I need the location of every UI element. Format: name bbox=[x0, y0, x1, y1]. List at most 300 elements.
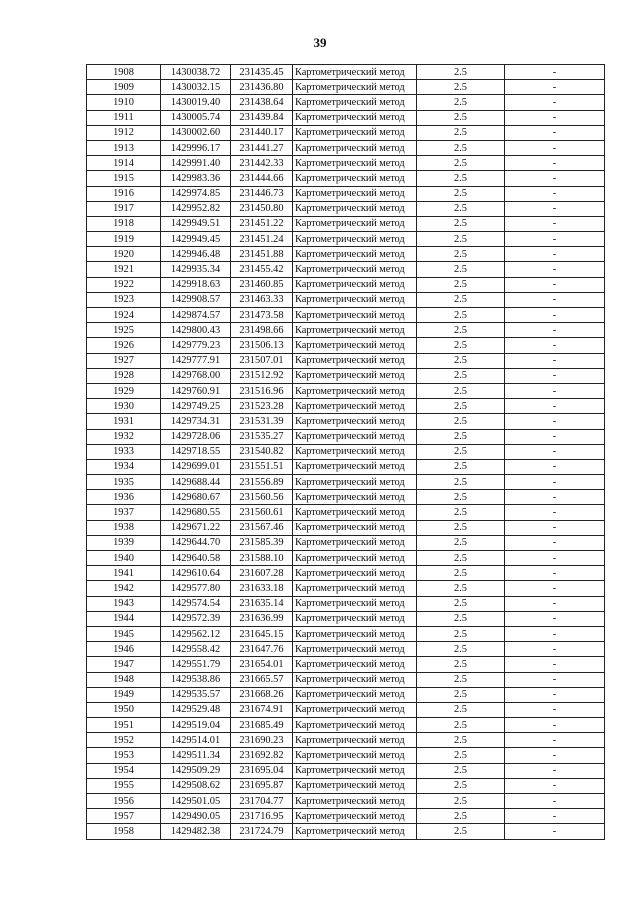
y-coordinate-cell: 231695.87 bbox=[231, 778, 293, 793]
y-coordinate-cell: 231506.13 bbox=[231, 338, 293, 353]
x-coordinate-cell: 1429874.57 bbox=[161, 308, 231, 323]
point-number-cell: 1952 bbox=[87, 733, 161, 748]
note-cell: - bbox=[505, 110, 605, 125]
note-cell: - bbox=[505, 551, 605, 566]
note-cell: - bbox=[505, 794, 605, 809]
accuracy-cell: 2.5 bbox=[417, 399, 505, 414]
note-cell: - bbox=[505, 581, 605, 596]
y-coordinate-cell: 231446.73 bbox=[231, 186, 293, 201]
x-coordinate-cell: 1430002.60 bbox=[161, 125, 231, 140]
method-cell: Картометрический метод bbox=[293, 277, 417, 292]
y-coordinate-cell: 231540.82 bbox=[231, 444, 293, 459]
method-cell: Картометрический метод bbox=[293, 399, 417, 414]
table-row bbox=[87, 308, 605, 323]
method-cell: Картометрический метод bbox=[293, 718, 417, 733]
method-cell: Картометрический метод bbox=[293, 687, 417, 702]
note-cell: - bbox=[505, 475, 605, 490]
point-number-cell: 1916 bbox=[87, 186, 161, 201]
note-cell: - bbox=[505, 65, 605, 80]
x-coordinate-cell: 1429699.01 bbox=[161, 459, 231, 474]
accuracy-cell: 2.5 bbox=[417, 323, 505, 338]
y-coordinate-cell: 231668.26 bbox=[231, 687, 293, 702]
table-row bbox=[87, 778, 605, 793]
note-cell: - bbox=[505, 323, 605, 338]
note-cell: - bbox=[505, 186, 605, 201]
note-cell: - bbox=[505, 535, 605, 550]
method-cell: Картометрический метод bbox=[293, 80, 417, 95]
table-row bbox=[87, 824, 605, 839]
table-row bbox=[87, 140, 605, 155]
table-row bbox=[87, 581, 605, 596]
table-row bbox=[87, 490, 605, 505]
method-cell: Картометрический метод bbox=[293, 110, 417, 125]
point-number-cell: 1939 bbox=[87, 535, 161, 550]
method-cell: Картометрический метод bbox=[293, 490, 417, 505]
x-coordinate-cell: 1429680.67 bbox=[161, 490, 231, 505]
y-coordinate-cell: 231685.49 bbox=[231, 718, 293, 733]
point-number-cell: 1930 bbox=[87, 399, 161, 414]
table-row bbox=[87, 672, 605, 687]
y-coordinate-cell: 231498.66 bbox=[231, 323, 293, 338]
method-cell: Картометрический метод bbox=[293, 308, 417, 323]
x-coordinate-cell: 1429482.38 bbox=[161, 824, 231, 839]
method-cell: Картометрический метод bbox=[293, 809, 417, 824]
x-coordinate-cell: 1429749.25 bbox=[161, 399, 231, 414]
table-row bbox=[87, 794, 605, 809]
table-row bbox=[87, 626, 605, 641]
accuracy-cell: 2.5 bbox=[417, 110, 505, 125]
x-coordinate-cell: 1429551.79 bbox=[161, 657, 231, 672]
note-cell: - bbox=[505, 95, 605, 110]
point-number-cell: 1940 bbox=[87, 551, 161, 566]
point-number-cell: 1948 bbox=[87, 672, 161, 687]
method-cell: Картометрический метод bbox=[293, 323, 417, 338]
method-cell: Картометрический метод bbox=[293, 171, 417, 186]
note-cell: - bbox=[505, 809, 605, 824]
table-row bbox=[87, 702, 605, 717]
table-row bbox=[87, 763, 605, 778]
table-row bbox=[87, 429, 605, 444]
point-number-cell: 1923 bbox=[87, 292, 161, 307]
accuracy-cell: 2.5 bbox=[417, 733, 505, 748]
y-coordinate-cell: 231444.66 bbox=[231, 171, 293, 186]
x-coordinate-cell: 1429511.34 bbox=[161, 748, 231, 763]
y-coordinate-cell: 231531.39 bbox=[231, 414, 293, 429]
x-coordinate-cell: 1429734.31 bbox=[161, 414, 231, 429]
table-row bbox=[87, 262, 605, 277]
table-row bbox=[87, 657, 605, 672]
table-row bbox=[87, 247, 605, 262]
note-cell: - bbox=[505, 444, 605, 459]
accuracy-cell: 2.5 bbox=[417, 216, 505, 231]
table-row bbox=[87, 125, 605, 140]
accuracy-cell: 2.5 bbox=[417, 171, 505, 186]
y-coordinate-cell: 231647.76 bbox=[231, 642, 293, 657]
x-coordinate-cell: 1430005.74 bbox=[161, 110, 231, 125]
table-row bbox=[87, 733, 605, 748]
x-coordinate-cell: 1429508.62 bbox=[161, 778, 231, 793]
table-row bbox=[87, 505, 605, 520]
accuracy-cell: 2.5 bbox=[417, 232, 505, 247]
x-coordinate-cell: 1429574.54 bbox=[161, 596, 231, 611]
note-cell: - bbox=[505, 566, 605, 581]
accuracy-cell: 2.5 bbox=[417, 444, 505, 459]
method-cell: Картометрический метод bbox=[293, 414, 417, 429]
accuracy-cell: 2.5 bbox=[417, 551, 505, 566]
y-coordinate-cell: 231473.58 bbox=[231, 308, 293, 323]
table-row bbox=[87, 232, 605, 247]
point-number-cell: 1910 bbox=[87, 95, 161, 110]
x-coordinate-cell: 1429558.42 bbox=[161, 642, 231, 657]
method-cell: Картометрический метод bbox=[293, 535, 417, 550]
method-cell: Картометрический метод bbox=[293, 763, 417, 778]
x-coordinate-cell: 1429688.44 bbox=[161, 475, 231, 490]
note-cell: - bbox=[505, 733, 605, 748]
method-cell: Картометрический метод bbox=[293, 368, 417, 383]
point-number-cell: 1943 bbox=[87, 596, 161, 611]
accuracy-cell: 2.5 bbox=[417, 353, 505, 368]
method-cell: Картометрический метод bbox=[293, 247, 417, 262]
table-row bbox=[87, 551, 605, 566]
point-number-cell: 1911 bbox=[87, 110, 161, 125]
y-coordinate-cell: 231724.79 bbox=[231, 824, 293, 839]
y-coordinate-cell: 231633.18 bbox=[231, 581, 293, 596]
y-coordinate-cell: 231535.27 bbox=[231, 429, 293, 444]
accuracy-cell: 2.5 bbox=[417, 156, 505, 171]
note-cell: - bbox=[505, 171, 605, 186]
y-coordinate-cell: 231556.89 bbox=[231, 475, 293, 490]
method-cell: Картометрический метод bbox=[293, 232, 417, 247]
table-row bbox=[87, 110, 605, 125]
note-cell: - bbox=[505, 429, 605, 444]
table-row bbox=[87, 216, 605, 231]
point-number-cell: 1915 bbox=[87, 171, 161, 186]
accuracy-cell: 2.5 bbox=[417, 535, 505, 550]
accuracy-cell: 2.5 bbox=[417, 809, 505, 824]
method-cell: Картометрический метод bbox=[293, 733, 417, 748]
accuracy-cell: 2.5 bbox=[417, 718, 505, 733]
x-coordinate-cell: 1429640.58 bbox=[161, 551, 231, 566]
accuracy-cell: 2.5 bbox=[417, 140, 505, 155]
x-coordinate-cell: 1429768.00 bbox=[161, 368, 231, 383]
note-cell: - bbox=[505, 459, 605, 474]
x-coordinate-cell: 1429501.05 bbox=[161, 794, 231, 809]
note-cell: - bbox=[505, 490, 605, 505]
x-coordinate-cell: 1430038.72 bbox=[161, 65, 231, 80]
table-row bbox=[87, 459, 605, 474]
note-cell: - bbox=[505, 247, 605, 262]
accuracy-cell: 2.5 bbox=[417, 338, 505, 353]
point-number-cell: 1929 bbox=[87, 383, 161, 398]
y-coordinate-cell: 231507.01 bbox=[231, 353, 293, 368]
method-cell: Картометрический метод bbox=[293, 475, 417, 490]
accuracy-cell: 2.5 bbox=[417, 626, 505, 641]
table-row bbox=[87, 338, 605, 353]
y-coordinate-cell: 231585.39 bbox=[231, 535, 293, 550]
accuracy-cell: 2.5 bbox=[417, 778, 505, 793]
y-coordinate-cell: 231463.33 bbox=[231, 292, 293, 307]
table-row bbox=[87, 718, 605, 733]
x-coordinate-cell: 1429728.06 bbox=[161, 429, 231, 444]
y-coordinate-cell: 231674.91 bbox=[231, 702, 293, 717]
method-cell: Картометрический метод bbox=[293, 778, 417, 793]
x-coordinate-cell: 1429991.40 bbox=[161, 156, 231, 171]
y-coordinate-cell: 231436.80 bbox=[231, 80, 293, 95]
x-coordinate-cell: 1429983.36 bbox=[161, 171, 231, 186]
note-cell: - bbox=[505, 216, 605, 231]
point-number-cell: 1946 bbox=[87, 642, 161, 657]
method-cell: Картометрический метод bbox=[293, 186, 417, 201]
y-coordinate-cell: 231607.28 bbox=[231, 566, 293, 581]
note-cell: - bbox=[505, 353, 605, 368]
accuracy-cell: 2.5 bbox=[417, 201, 505, 216]
x-coordinate-cell: 1429908.57 bbox=[161, 292, 231, 307]
x-coordinate-cell: 1430019.40 bbox=[161, 95, 231, 110]
point-number-cell: 1914 bbox=[87, 156, 161, 171]
accuracy-cell: 2.5 bbox=[417, 383, 505, 398]
method-cell: Картометрический метод bbox=[293, 65, 417, 80]
method-cell: Картометрический метод bbox=[293, 262, 417, 277]
x-coordinate-cell: 1429562.12 bbox=[161, 626, 231, 641]
y-coordinate-cell: 231451.88 bbox=[231, 247, 293, 262]
note-cell: - bbox=[505, 308, 605, 323]
method-cell: Картометрический метод bbox=[293, 459, 417, 474]
table-row bbox=[87, 277, 605, 292]
accuracy-cell: 2.5 bbox=[417, 292, 505, 307]
note-cell: - bbox=[505, 642, 605, 657]
x-coordinate-cell: 1429949.45 bbox=[161, 232, 231, 247]
x-coordinate-cell: 1429680.55 bbox=[161, 505, 231, 520]
method-cell: Картометрический метод bbox=[293, 353, 417, 368]
point-number-cell: 1924 bbox=[87, 308, 161, 323]
note-cell: - bbox=[505, 657, 605, 672]
y-coordinate-cell: 231690.23 bbox=[231, 733, 293, 748]
y-coordinate-cell: 231636.99 bbox=[231, 611, 293, 626]
y-coordinate-cell: 231455.42 bbox=[231, 262, 293, 277]
y-coordinate-cell: 231560.56 bbox=[231, 490, 293, 505]
y-coordinate-cell: 231451.22 bbox=[231, 216, 293, 231]
accuracy-cell: 2.5 bbox=[417, 95, 505, 110]
point-number-cell: 1938 bbox=[87, 520, 161, 535]
method-cell: Картометрический метод bbox=[293, 566, 417, 581]
x-coordinate-cell: 1429946.48 bbox=[161, 247, 231, 262]
note-cell: - bbox=[505, 626, 605, 641]
accuracy-cell: 2.5 bbox=[417, 247, 505, 262]
table-row bbox=[87, 186, 605, 201]
y-coordinate-cell: 231523.28 bbox=[231, 399, 293, 414]
point-number-cell: 1912 bbox=[87, 125, 161, 140]
point-number-cell: 1917 bbox=[87, 201, 161, 216]
note-cell: - bbox=[505, 383, 605, 398]
point-number-cell: 1925 bbox=[87, 323, 161, 338]
table-row bbox=[87, 687, 605, 702]
table-row bbox=[87, 809, 605, 824]
point-number-cell: 1926 bbox=[87, 338, 161, 353]
method-cell: Картометрический метод bbox=[293, 338, 417, 353]
note-cell: - bbox=[505, 687, 605, 702]
y-coordinate-cell: 231704.77 bbox=[231, 794, 293, 809]
point-number-cell: 1918 bbox=[87, 216, 161, 231]
accuracy-cell: 2.5 bbox=[417, 702, 505, 717]
point-number-cell: 1957 bbox=[87, 809, 161, 824]
x-coordinate-cell: 1429490.05 bbox=[161, 809, 231, 824]
accuracy-cell: 2.5 bbox=[417, 186, 505, 201]
accuracy-cell: 2.5 bbox=[417, 459, 505, 474]
point-number-cell: 1909 bbox=[87, 80, 161, 95]
x-coordinate-cell: 1429671.22 bbox=[161, 520, 231, 535]
note-cell: - bbox=[505, 672, 605, 687]
method-cell: Картометрический метод bbox=[293, 95, 417, 110]
accuracy-cell: 2.5 bbox=[417, 80, 505, 95]
point-number-cell: 1945 bbox=[87, 626, 161, 641]
x-coordinate-cell: 1429935.34 bbox=[161, 262, 231, 277]
note-cell: - bbox=[505, 368, 605, 383]
accuracy-cell: 2.5 bbox=[417, 490, 505, 505]
y-coordinate-cell: 231692.82 bbox=[231, 748, 293, 763]
accuracy-cell: 2.5 bbox=[417, 642, 505, 657]
method-cell: Картометрический метод bbox=[293, 125, 417, 140]
method-cell: Картометрический метод bbox=[293, 824, 417, 839]
table-row bbox=[87, 520, 605, 535]
note-cell: - bbox=[505, 338, 605, 353]
point-number-cell: 1908 bbox=[87, 65, 161, 80]
method-cell: Картометрический метод bbox=[293, 611, 417, 626]
y-coordinate-cell: 231451.24 bbox=[231, 232, 293, 247]
note-cell: - bbox=[505, 596, 605, 611]
point-number-cell: 1931 bbox=[87, 414, 161, 429]
x-coordinate-cell: 1429718.55 bbox=[161, 444, 231, 459]
y-coordinate-cell: 231695.04 bbox=[231, 763, 293, 778]
accuracy-cell: 2.5 bbox=[417, 308, 505, 323]
x-coordinate-cell: 1429644.70 bbox=[161, 535, 231, 550]
x-coordinate-cell: 1430032.15 bbox=[161, 80, 231, 95]
note-cell: - bbox=[505, 140, 605, 155]
point-number-cell: 1942 bbox=[87, 581, 161, 596]
point-number-cell: 1949 bbox=[87, 687, 161, 702]
note-cell: - bbox=[505, 277, 605, 292]
accuracy-cell: 2.5 bbox=[417, 505, 505, 520]
accuracy-cell: 2.5 bbox=[417, 125, 505, 140]
accuracy-cell: 2.5 bbox=[417, 596, 505, 611]
note-cell: - bbox=[505, 763, 605, 778]
x-coordinate-cell: 1429952.82 bbox=[161, 201, 231, 216]
coordinates-table bbox=[86, 64, 605, 840]
point-number-cell: 1922 bbox=[87, 277, 161, 292]
table-row bbox=[87, 444, 605, 459]
table-row bbox=[87, 748, 605, 763]
y-coordinate-cell: 231438.64 bbox=[231, 95, 293, 110]
table-row bbox=[87, 353, 605, 368]
method-cell: Картометрический метод bbox=[293, 520, 417, 535]
y-coordinate-cell: 231654.01 bbox=[231, 657, 293, 672]
y-coordinate-cell: 231435.45 bbox=[231, 65, 293, 80]
accuracy-cell: 2.5 bbox=[417, 262, 505, 277]
y-coordinate-cell: 231439.84 bbox=[231, 110, 293, 125]
point-number-cell: 1934 bbox=[87, 459, 161, 474]
y-coordinate-cell: 231440.17 bbox=[231, 125, 293, 140]
x-coordinate-cell: 1429996.17 bbox=[161, 140, 231, 155]
point-number-cell: 1927 bbox=[87, 353, 161, 368]
table-row bbox=[87, 414, 605, 429]
accuracy-cell: 2.5 bbox=[417, 368, 505, 383]
note-cell: - bbox=[505, 201, 605, 216]
y-coordinate-cell: 231442.33 bbox=[231, 156, 293, 171]
point-number-cell: 1919 bbox=[87, 232, 161, 247]
note-cell: - bbox=[505, 824, 605, 839]
x-coordinate-cell: 1429974.85 bbox=[161, 186, 231, 201]
y-coordinate-cell: 231441.27 bbox=[231, 140, 293, 155]
y-coordinate-cell: 231716.95 bbox=[231, 809, 293, 824]
table-row bbox=[87, 156, 605, 171]
point-number-cell: 1941 bbox=[87, 566, 161, 581]
note-cell: - bbox=[505, 80, 605, 95]
accuracy-cell: 2.5 bbox=[417, 824, 505, 839]
table-row bbox=[87, 642, 605, 657]
note-cell: - bbox=[505, 748, 605, 763]
note-cell: - bbox=[505, 611, 605, 626]
method-cell: Картометрический метод bbox=[293, 383, 417, 398]
method-cell: Картометрический метод bbox=[293, 551, 417, 566]
accuracy-cell: 2.5 bbox=[417, 414, 505, 429]
accuracy-cell: 2.5 bbox=[417, 65, 505, 80]
table-row bbox=[87, 566, 605, 581]
x-coordinate-cell: 1429509.29 bbox=[161, 763, 231, 778]
y-coordinate-cell: 231665.57 bbox=[231, 672, 293, 687]
point-number-cell: 1935 bbox=[87, 475, 161, 490]
accuracy-cell: 2.5 bbox=[417, 672, 505, 687]
x-coordinate-cell: 1429918.63 bbox=[161, 277, 231, 292]
method-cell: Картометрический метод bbox=[293, 429, 417, 444]
point-number-cell: 1944 bbox=[87, 611, 161, 626]
point-number-cell: 1932 bbox=[87, 429, 161, 444]
accuracy-cell: 2.5 bbox=[417, 277, 505, 292]
point-number-cell: 1954 bbox=[87, 763, 161, 778]
x-coordinate-cell: 1429538.86 bbox=[161, 672, 231, 687]
note-cell: - bbox=[505, 125, 605, 140]
accuracy-cell: 2.5 bbox=[417, 475, 505, 490]
accuracy-cell: 2.5 bbox=[417, 581, 505, 596]
point-number-cell: 1933 bbox=[87, 444, 161, 459]
table-row bbox=[87, 535, 605, 550]
table-row bbox=[87, 368, 605, 383]
x-coordinate-cell: 1429529.48 bbox=[161, 702, 231, 717]
x-coordinate-cell: 1429800.43 bbox=[161, 323, 231, 338]
x-coordinate-cell: 1429779.23 bbox=[161, 338, 231, 353]
x-coordinate-cell: 1429519.04 bbox=[161, 718, 231, 733]
accuracy-cell: 2.5 bbox=[417, 657, 505, 672]
table-row bbox=[87, 171, 605, 186]
y-coordinate-cell: 231560.61 bbox=[231, 505, 293, 520]
y-coordinate-cell: 231635.14 bbox=[231, 596, 293, 611]
method-cell: Картометрический метод bbox=[293, 505, 417, 520]
accuracy-cell: 2.5 bbox=[417, 748, 505, 763]
table-row bbox=[87, 95, 605, 110]
accuracy-cell: 2.5 bbox=[417, 566, 505, 581]
note-cell: - bbox=[505, 520, 605, 535]
method-cell: Картометрический метод bbox=[293, 657, 417, 672]
x-coordinate-cell: 1429535.57 bbox=[161, 687, 231, 702]
table-row bbox=[87, 475, 605, 490]
method-cell: Картометрический метод bbox=[293, 216, 417, 231]
method-cell: Картометрический метод bbox=[293, 626, 417, 641]
note-cell: - bbox=[505, 505, 605, 520]
method-cell: Картометрический метод bbox=[293, 702, 417, 717]
note-cell: - bbox=[505, 262, 605, 277]
accuracy-cell: 2.5 bbox=[417, 687, 505, 702]
accuracy-cell: 2.5 bbox=[417, 520, 505, 535]
point-number-cell: 1950 bbox=[87, 702, 161, 717]
method-cell: Картометрический метод bbox=[293, 794, 417, 809]
